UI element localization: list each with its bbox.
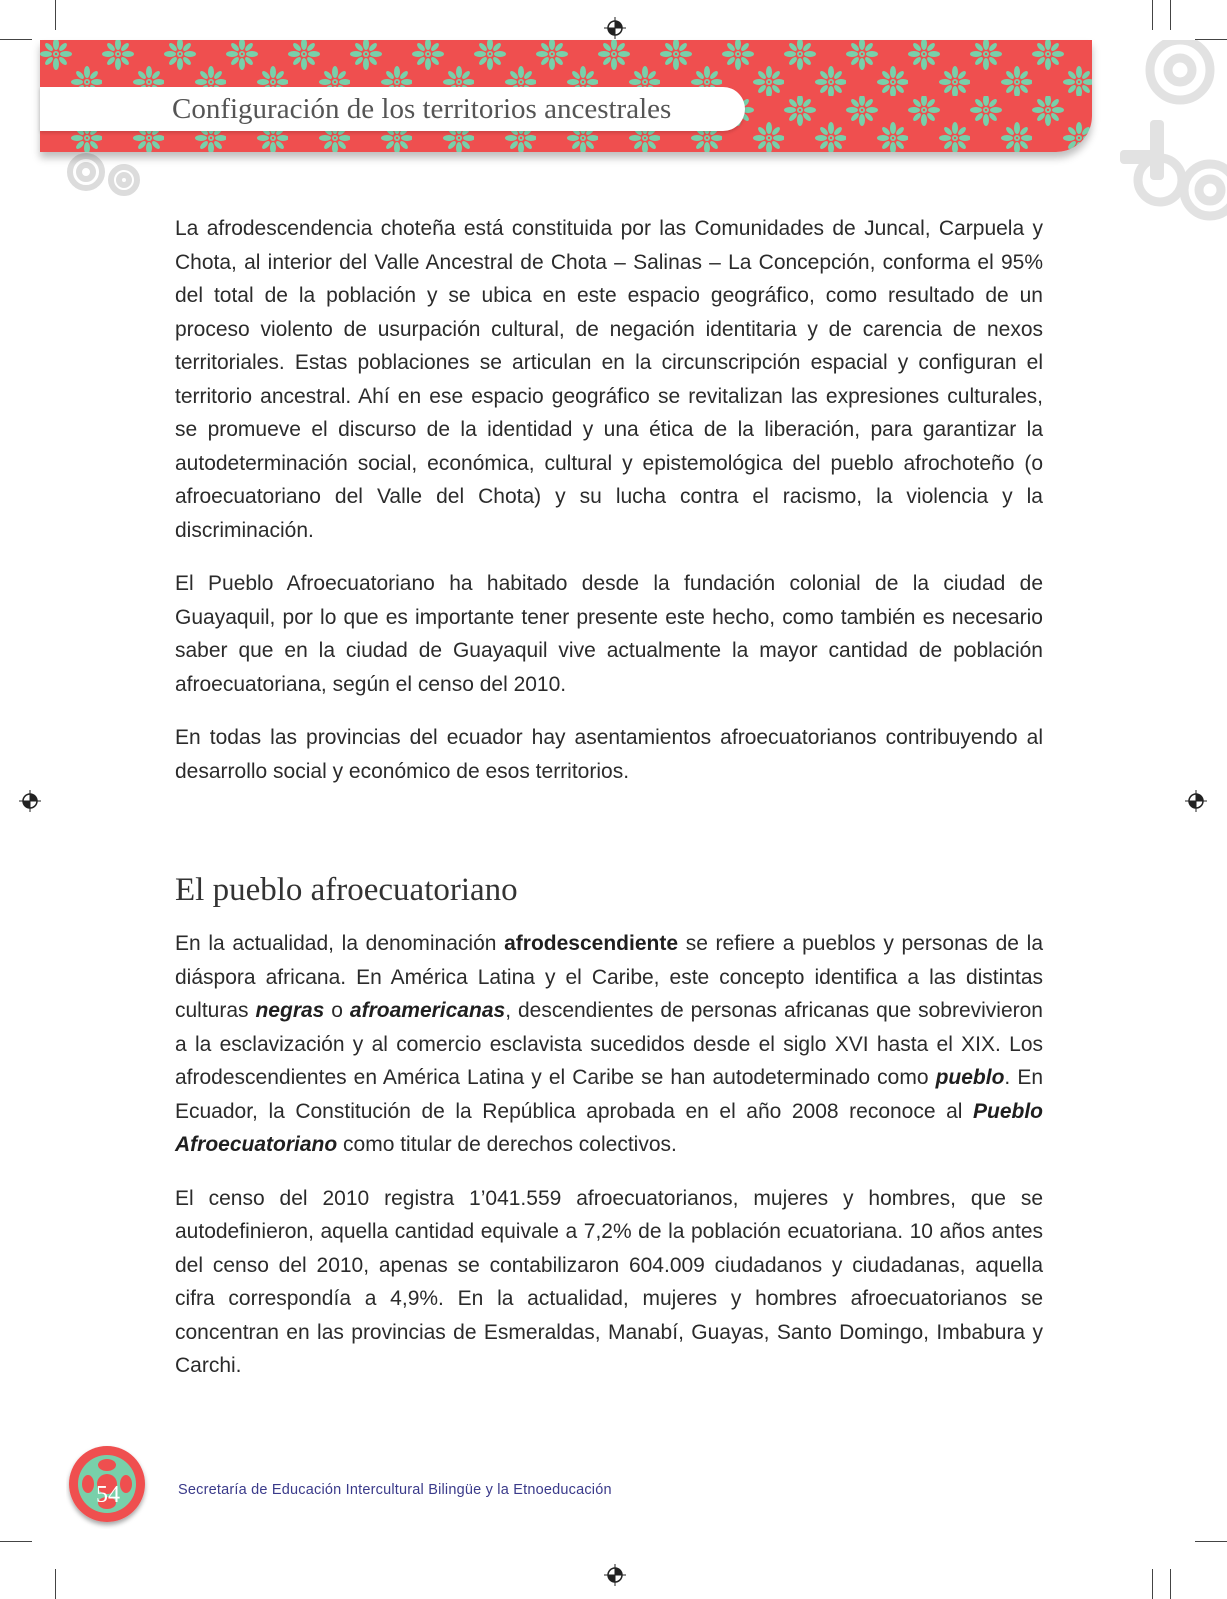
crop-mark [55, 0, 56, 30]
crop-mark [0, 1541, 32, 1542]
main-content-2 [175, 927, 1043, 1383]
crop-mark [1170, 1569, 1171, 1599]
registration-mark-icon [1185, 790, 1207, 812]
heading-wrapper [175, 872, 518, 909]
page-number: 54 [96, 1482, 120, 1508]
paragraph: En todas las provincias del ecuador hay asentamientos afroecuatorianos contribuyendo al desarrollo social y económico de esos territorios. [175, 726, 1043, 783]
registration-mark-icon [19, 790, 41, 812]
crop-mark [0, 39, 32, 40]
paragraph: La afrodescendencia choteña está constituida por las Comunidades de Juncal, Carpuela y Chota, al interior del Valle Ancestral de Chota – Salinas – La Concepción, conforma el 95% del total de la población y se ubica en este espacio geográfico, como resultado de un proceso violento de usurpación cultural, de negación identitaria y de carencia de nexos territoriales. Estas poblaciones se articulan en la circunscripción espacial y configuran el territorio ancestral. Ahí en ese espacio geográfico se revitalizan las expresiones culturales, se promueve el discurso de la identidad y una ética de la liberación, para garantizar la autodeterminación social, económica, cultural y epistemológica del pueblo afrochoteño (o afroecuatoriano del Valle del Chota) y su lucha contra el racismo, la violencia y la discriminación. [175, 217, 1043, 542]
crop-mark [1170, 0, 1171, 30]
footer-publisher: Secretaría de Educación Intercultural Bilingüe y la Etnoeducación [178, 1482, 612, 1498]
main-content [175, 212, 1043, 788]
crop-mark [1152, 0, 1153, 30]
text-run: se refiere a pueblos y personas de la diáspora africana. En América Latina y el Caribe, este concepto identifica a las distintas culturas [175, 932, 1043, 1022]
section-title: Configuración de los territorios ancestrales [172, 93, 672, 125]
text-run: . En Ecuador, la Constitución de la República aprobada en el año 2008 reconoce al [175, 1066, 1044, 1123]
paragraph: El Pueblo Afroecuatoriano ha habitado desde la fundación colonial de la ciudad de Guayaquil, por lo que es importante tener presente este hecho, como también es necesario saber que en la ciudad de Guayaquil vive actualmente la mayor cantidad de población afroecuatoriana, según el censo del 2010. [175, 572, 1043, 696]
registration-mark-icon [604, 1564, 626, 1586]
text-run: o [324, 999, 350, 1022]
bold-italic-term: pueblo [935, 1066, 1005, 1089]
bold-italic-term: Pueblo Afroecuatoriano [175, 1099, 1043, 1156]
bold-italic-term: negras [255, 999, 325, 1022]
crop-mark [55, 1569, 56, 1599]
text-run: , descendientes de personas africanas que sobrevivieron a la esclavización y al comercio esclavista sucedidos desde el siglo XVI hasta el XIX. Los afrodescendientes en América Latina y el Caribe se han autodeterminado como [175, 999, 1043, 1089]
paragraph [175, 927, 1043, 1162]
text-run: En la actualidad, la denominación [175, 932, 505, 955]
crop-mark [1152, 1569, 1153, 1599]
bold-italic-term: afroamericanas [349, 999, 506, 1022]
paragraph: El censo del 2010 registra 1’041.559 afroecuatorianos, mujeres y hombres, que se autodefinieron, aquella cantidad equivale a 7,2% de la población ecuatoriana. 10 años antes del censo del 2010, apenas se contabilizaron 604.009 ciudadanos y ciudadanas, aquella cifra correspondía a 4,9%. En la actualidad, mujeres y hombres afroecuatorianos se concentran en las provincias de Esmeraldas, Manabí, Guayas, Santo Domingo, Imbabura y Carchi. [175, 1186, 1043, 1377]
crop-mark [1195, 1541, 1227, 1542]
bold-term: afrodescendiente [504, 932, 679, 955]
section-heading: El pueblo afroecuatoriano [175, 872, 518, 908]
text-run: como titular de derechos colectivos. [337, 1133, 677, 1156]
spiral-ornament-icon [46, 150, 156, 220]
registration-mark-icon [604, 17, 626, 39]
